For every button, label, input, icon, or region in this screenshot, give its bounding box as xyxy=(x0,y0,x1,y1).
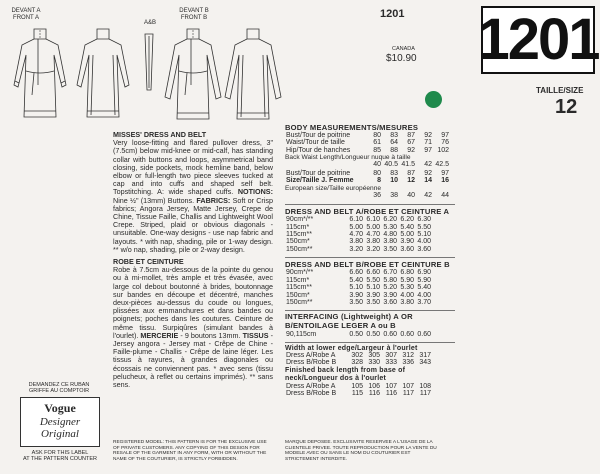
row-label xyxy=(285,161,365,168)
table-cell: 5.40 xyxy=(349,276,363,284)
tissus-text: - Jersey angora - Jersey mat - Crêpe de Chine - Faille-plume - Challis - Crêpe de laine léger. Les tissus à rayures, à grandes diagonales ou écossais ne conviennent pas. * avec sens (tissu pelucheux, à reflet ou certains imprimés). ** sans sens. xyxy=(113,330,274,390)
row-label: 115cm** xyxy=(286,284,312,292)
table-cell: 4.70 xyxy=(349,231,363,239)
table-row xyxy=(285,231,432,238)
dress-b-table xyxy=(285,269,432,306)
mercerie-label: MERCERIE xyxy=(140,330,179,340)
row-label: Dress A/Robe A xyxy=(286,351,336,359)
row-label xyxy=(285,192,365,199)
row-label: 90cm*/** xyxy=(286,269,314,277)
ribbon-line-2: GRIFFE AU COMPTOIR xyxy=(28,388,90,395)
pattern-number: 1201 xyxy=(380,8,405,20)
description-title: MISSES' DRESS AND BELT xyxy=(113,130,207,139)
row-label: 150cm* xyxy=(286,238,310,246)
row-label: 115cm* xyxy=(286,276,310,284)
table-cell: 36 xyxy=(373,191,381,199)
table-cell: 5.40 xyxy=(417,284,431,292)
fabrics-label: FABRICS: xyxy=(196,195,231,205)
table-cell: 42 xyxy=(424,161,432,169)
logo-vogue: Vogue xyxy=(44,401,76,415)
price: $10.90 xyxy=(386,53,417,64)
row-label: 115cm** xyxy=(286,231,312,239)
table-cell: 3.90 xyxy=(349,291,363,299)
table-row xyxy=(285,132,450,139)
table-cell: 336 xyxy=(402,359,414,367)
table-cell: 85 xyxy=(373,146,381,154)
illustration-dress-b-back xyxy=(223,25,283,125)
table-cell: 40.5 xyxy=(384,161,398,169)
table-cell: 40 xyxy=(407,191,415,199)
illustration-dress-a-back xyxy=(73,25,133,125)
front-a-label: DEVANT A FRONT A xyxy=(11,8,41,21)
width-hem-title: Width at lower edge/Largeur à l'ourlet xyxy=(285,344,418,352)
notions-text: Nine ½" (13mm) Buttons. xyxy=(113,195,195,205)
ab-label: A&B xyxy=(143,20,156,26)
table-cell: 106 xyxy=(368,382,380,390)
table-cell: 117 xyxy=(402,390,414,398)
table-cell: 107 xyxy=(385,382,397,390)
table-row xyxy=(285,224,432,231)
table-row xyxy=(285,170,450,177)
table-cell: 116 xyxy=(368,390,380,398)
ribbon-line-1: DEMANDEZ CE RUBAN xyxy=(28,382,90,388)
back-waist-label: Back Waist Length/Longueur nuque à taille xyxy=(285,154,411,162)
table-cell: 3.50 xyxy=(366,298,380,306)
table-cell: 6.10 xyxy=(349,216,363,224)
table-cell: 38 xyxy=(390,191,398,199)
table-cell: 5.50 xyxy=(366,276,380,284)
big-number-box xyxy=(477,6,599,74)
table-cell: 6.60 xyxy=(349,269,363,277)
table-cell: 64 xyxy=(390,139,398,147)
table-cell: 115 xyxy=(351,390,363,398)
table-cell: 3.20 xyxy=(366,245,380,253)
table-cell: 71 xyxy=(424,139,432,147)
table-cell: 3.20 xyxy=(349,245,363,253)
illustration-dress-a-front xyxy=(10,25,70,125)
illustration-dress-b-front xyxy=(163,25,223,125)
table-cell: 5.30 xyxy=(383,223,397,231)
table-cell: 4.00 xyxy=(417,291,431,299)
table-cell: 328 xyxy=(351,359,363,367)
row-label: 150cm* xyxy=(286,291,310,299)
table-cell: 97 xyxy=(424,146,432,154)
table-row xyxy=(285,177,450,184)
table-row xyxy=(285,383,432,390)
table-cell: 80 xyxy=(373,132,381,139)
row-label: 90,115cm xyxy=(286,330,317,338)
table-cell: 6.20 xyxy=(383,216,397,224)
table-row xyxy=(285,277,432,284)
table-cell: 4.00 xyxy=(400,291,414,299)
table-cell: 76 xyxy=(441,139,449,147)
euro-label: European size/Taille européenne xyxy=(285,184,382,192)
row-label: Bust/Tour de poitrine xyxy=(286,132,351,139)
footer-right: MARQUE DEPOSEE. EXCLUSIVITE RESERVEE A L'USAGE DE LA CLIENTELE PRIVEE. TOUTE REPRODUCTION POUR LA VENTE DU MODELE AVEC OU SANS LE NOM DU COUTURIER EST STRICTEMENT INTERDITE. xyxy=(285,440,437,462)
table-cell: 116 xyxy=(385,390,397,398)
table-cell: 3.60 xyxy=(383,298,397,306)
table-row xyxy=(285,390,432,397)
table-cell: 330 xyxy=(368,359,380,367)
table-cell: 3.80 xyxy=(349,238,363,246)
interfacing-table xyxy=(285,331,432,338)
table-cell: 105 xyxy=(351,382,363,390)
table-cell: 12 xyxy=(407,177,415,185)
table-cell: 333 xyxy=(385,359,397,367)
row-label: 90cm*/** xyxy=(286,216,314,224)
table-cell: 5.90 xyxy=(417,276,431,284)
measurements-panel xyxy=(285,123,455,398)
table-cell: 0.60 xyxy=(417,330,431,338)
ask-label xyxy=(10,450,110,462)
big-pattern-number: 1201 xyxy=(477,7,599,72)
table-cell: 5.20 xyxy=(383,284,397,292)
table-row xyxy=(285,284,432,291)
table-cell: 42.5 xyxy=(435,161,449,169)
table-cell: 302 xyxy=(351,351,363,359)
illustration-belt xyxy=(141,32,157,94)
table-cell: 97 xyxy=(441,132,449,139)
table-cell: 14 xyxy=(424,177,432,185)
table-cell: 83 xyxy=(390,132,398,139)
table-cell: 5.10 xyxy=(349,284,363,292)
table-row xyxy=(285,299,432,306)
size-table xyxy=(285,170,450,185)
table-cell: 3.60 xyxy=(400,245,414,253)
table-cell: 16 xyxy=(441,177,449,185)
table-cell: 5.40 xyxy=(400,223,414,231)
french-body: Robe à 7.5cm au-dessous de la pointe du genou ou à mi-mollet, très ample et très évasée, avec large col debout boutonné à brides, boutonnage sur bandes en découpe et décentré, manches deux-pièces au-dessus du coude ou longues, plissées aux emmanchures et dans bandes ou poignets; poches dans les coutures. Ceinture de même tissu. Surpiqûres (simulant bandes à l'ourlet). xyxy=(113,265,273,340)
table-cell: 3.90 xyxy=(366,291,380,299)
table-row xyxy=(285,331,432,338)
table-cell: 307 xyxy=(385,351,397,359)
table-cell: 5.10 xyxy=(417,231,431,239)
table-cell: 6.70 xyxy=(383,269,397,277)
size-label: TAILLE/SIZE xyxy=(536,86,584,95)
table-cell: 40 xyxy=(373,161,381,169)
body-measurements-table xyxy=(285,132,450,154)
table-row xyxy=(285,292,432,299)
table-cell: 6.90 xyxy=(417,269,431,277)
table-cell: 3.80 xyxy=(400,298,414,306)
vogue-label-box xyxy=(20,397,100,447)
table-cell: 92 xyxy=(407,146,415,154)
french-title: ROBE ET CEINTURE xyxy=(113,257,184,266)
table-row xyxy=(285,161,450,168)
table-cell: 41.5 xyxy=(401,161,415,169)
table-cell: 5.90 xyxy=(400,276,414,284)
dress-a-title: DRESS AND BELT A/ROBE ET CEINTURE A xyxy=(285,207,450,217)
table-cell: 88 xyxy=(390,146,398,154)
table-cell: 5.80 xyxy=(383,276,397,284)
table-cell: 97 xyxy=(441,169,449,177)
table-cell: 6.60 xyxy=(366,269,380,277)
table-cell: 3.90 xyxy=(400,238,414,246)
mercerie-text: - 9 boutons 13mm. xyxy=(180,330,241,340)
table-row xyxy=(285,139,450,146)
table-cell: 42 xyxy=(424,191,432,199)
fabrics-text: Soft or Crisp fabrics; Angora Jersey, Matte Jersey, Crepe de Chine, Tissue Faille, Challis and Lightweight Wool Crepe. Striped, plaid or obvious diagonals - unsuitable. One-way designs - use nap fabric and layouts. * with nap, shading, pile or 1-way design. ** w/o nap, shading, pile or 2-way design. xyxy=(113,195,273,254)
table-row xyxy=(285,147,450,154)
front-b-label: DEVANT B FRONT B xyxy=(179,8,209,21)
row-label: 115cm* xyxy=(286,223,310,231)
table-cell: 0.50 xyxy=(349,330,363,338)
back-length-title: Finished back length from base of neck/Longueur dos à l'ourlet xyxy=(285,366,406,382)
table-cell: 3.50 xyxy=(383,245,397,253)
row-label: Size/Taille J. Femme xyxy=(286,177,354,185)
table-cell: 6.30 xyxy=(417,216,431,224)
tissus-label: TISSUS xyxy=(242,330,269,340)
logo-original: Original xyxy=(41,428,79,440)
ask-line-1: ASK FOR THIS LABEL xyxy=(31,450,89,456)
table-row xyxy=(285,269,432,276)
row-label: 150cm** xyxy=(286,298,313,306)
table-cell: 305 xyxy=(368,351,380,359)
table-row xyxy=(285,192,450,199)
canada-label: CANADA xyxy=(392,46,415,52)
table-cell: 67 xyxy=(407,139,415,147)
table-row xyxy=(285,216,432,223)
notions-label: NOTIONS: xyxy=(237,187,273,197)
table-row xyxy=(285,238,432,245)
interfacing-title: INTERFACING (Lightweight) A OR B/ENTOILAGE LEGER A ou B xyxy=(285,312,413,330)
table-cell: 5.50 xyxy=(417,223,431,231)
table-cell: 4.70 xyxy=(366,231,380,239)
table-cell: 6.20 xyxy=(400,216,414,224)
dress-b-title: DRESS AND BELT B/ROBE ET CEINTURE B xyxy=(285,260,450,270)
table-cell: 92 xyxy=(424,132,432,139)
table-cell: 107 xyxy=(402,382,414,390)
table-cell: 3.50 xyxy=(349,298,363,306)
table-cell: 6.10 xyxy=(366,216,380,224)
row-label: Dress A/Robe A xyxy=(286,382,336,390)
table-row xyxy=(285,246,432,253)
table-cell: 117 xyxy=(419,390,431,398)
table-cell: 4.80 xyxy=(383,231,397,239)
table-row xyxy=(285,352,432,359)
back-waist-table xyxy=(285,161,450,168)
table-cell: 0.60 xyxy=(383,330,397,338)
body-measurements-title: BODY MEASUREMENTS/MESURES xyxy=(285,123,419,132)
row-label: Dress B/Robe B xyxy=(286,390,337,398)
size-value: 12 xyxy=(555,96,578,118)
description-body: Very loose-fitting and flared pullover dress, 3" (7.5cm) below mid-knee or mid-calf, has standing collar with buttons and loops, asymmetrical band closing, side pockets, mock hemline band, below elbow or full-length two piece sleeves tucked at cap and into cuffs and shaped self belt. Topstitching. A: wide shaped cuffs. xyxy=(113,138,273,197)
ask-line-2: AT THE PATTERN COUNTER xyxy=(22,456,98,463)
table-cell: 5.30 xyxy=(400,284,414,292)
description-en xyxy=(113,131,273,254)
table-cell: 3.60 xyxy=(417,245,431,253)
logo-designer: Designer xyxy=(39,416,81,428)
table-cell: 83 xyxy=(390,169,398,177)
table-cell: 5.00 xyxy=(400,231,414,239)
table-cell: 61 xyxy=(373,139,381,147)
table-cell: 8 xyxy=(377,177,381,185)
table-row xyxy=(285,359,432,366)
table-cell: 87 xyxy=(407,169,415,177)
table-cell: 5.10 xyxy=(366,284,380,292)
table-cell: 44 xyxy=(441,191,449,199)
row-label: Dress B/Robe B xyxy=(286,359,337,367)
footer-left: REGISTERED MODEL: THIS PATTERN IS FOR THE EXCLUSIVE USE OF PRIVATE CUSTOMERS. ANY COPYING OF THIS DESIGN FOR RESALE OF THE GARMENT IN ANY FORM, WITH OR WITHOUT THE NAME OF THE COUTURIER, IS STRICTLY FORBIDDEN. xyxy=(113,440,267,462)
table-cell: 108 xyxy=(419,382,431,390)
ribbon-text xyxy=(14,382,104,394)
table-cell: 5.00 xyxy=(349,223,363,231)
row-label: 150cm** xyxy=(286,245,313,253)
table-cell: 6.80 xyxy=(400,269,414,277)
table-cell: 87 xyxy=(407,132,415,139)
table-cell: 92 xyxy=(424,169,432,177)
table-cell: 4.00 xyxy=(417,238,431,246)
dress-a-table xyxy=(285,216,432,253)
table-cell: 0.50 xyxy=(366,330,380,338)
table-cell: 343 xyxy=(419,359,431,367)
description-fr xyxy=(113,258,273,389)
row-label: Hip/Tour de hanches xyxy=(286,146,351,154)
table-cell: 3.80 xyxy=(366,238,380,246)
row-label: Waist/Tour de taille xyxy=(286,139,345,147)
back-length-table xyxy=(285,383,432,398)
row-label: Bust/Tour de poitrine xyxy=(286,169,351,177)
width-hem-table xyxy=(285,352,432,367)
table-cell: 3.80 xyxy=(383,238,397,246)
euro-table xyxy=(285,192,450,199)
table-cell: 10 xyxy=(390,177,398,185)
table-cell: 5.00 xyxy=(366,223,380,231)
table-cell: 0.60 xyxy=(400,330,414,338)
table-cell: 3.90 xyxy=(383,291,397,299)
table-cell: 317 xyxy=(419,351,431,359)
table-cell: 102 xyxy=(437,146,449,154)
table-cell: 3.70 xyxy=(417,298,431,306)
table-cell: 80 xyxy=(373,169,381,177)
color-dot xyxy=(425,91,442,108)
table-cell: 312 xyxy=(402,351,414,359)
